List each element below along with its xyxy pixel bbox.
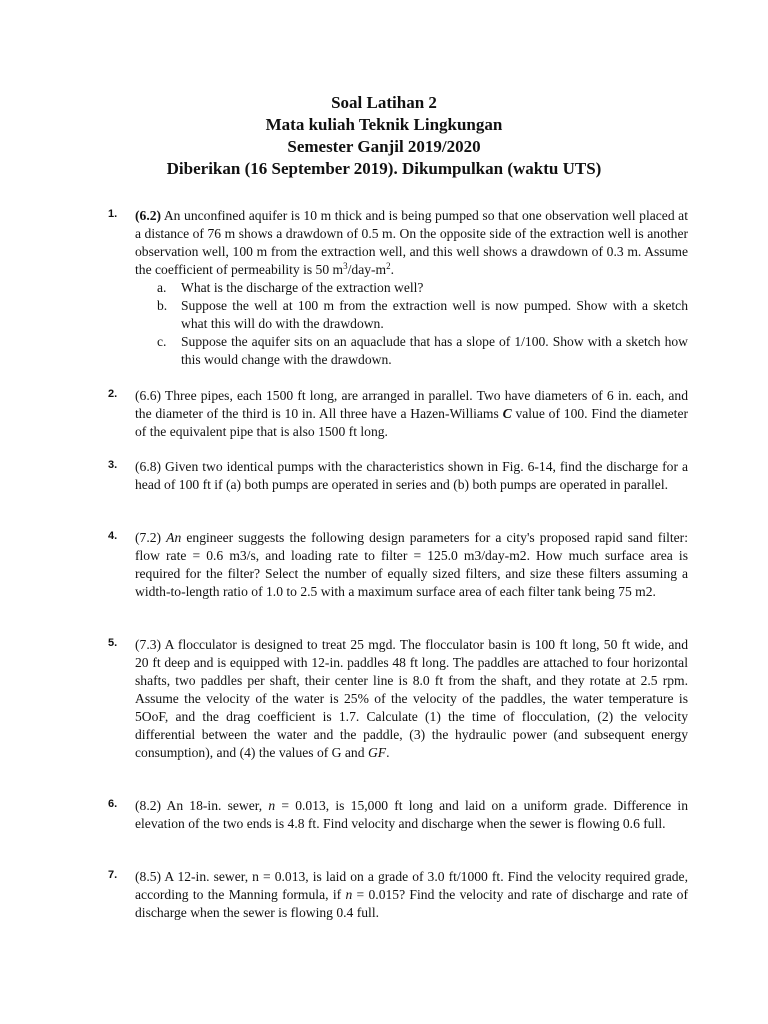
question-6 xyxy=(108,797,688,833)
question-text: (6.2) An unconfined aquifer is 10 m thick and is being pumped so that one observation well placed at a distance of 76 m shows a drawdown of 0.5 m. On the opposite side of the extraction well is another observation well, 100 m from the extraction well, and this well shows a drawdown of 0.3 m. Assume the coefficient of permeability is 50 $m^3/day-m^2$. a. What is the discharge of the extraction well? b. Suppose the well at 100 m from the extraction well is now pumped. Show with a sketch what this will do with the drawdown. c. Suppose the aquifer sits on an aquaclude that has a slope of 1/100. Show with a sketch how this would change with the drawdown. xyxy=(135,208,688,367)
header-dates: Diberikan (16 September 2019). Dikumpulkan (waktu UTS) xyxy=(166,159,602,178)
sub-question-list xyxy=(135,279,688,369)
question-number: 3. xyxy=(108,459,118,471)
sub-question-a: a. What is the discharge of the extraction well? xyxy=(157,280,424,295)
sub-question-b: b. Suppose the well at 100 m from the extraction well is now pumped. Show with a sketch what this will do with the drawdown. xyxy=(157,298,688,331)
question-ref: (6.2) xyxy=(135,208,162,223)
question-number: 1. xyxy=(108,208,118,220)
variable-c: C xyxy=(502,406,512,421)
question-number: 5. xyxy=(108,637,118,649)
question-1 xyxy=(108,207,688,369)
variable-n: n xyxy=(345,887,353,902)
question-7 xyxy=(108,868,688,922)
question-2 xyxy=(108,387,688,441)
header-semester: Semester Ganjil 2019/2020 xyxy=(287,137,481,156)
question-4 xyxy=(108,529,688,601)
question-number: 4. xyxy=(108,530,118,542)
question-text: (7.3) A flocculator is designed to treat 25 mgd. The flocculator basin is 100 ft long, 50 ft wide, and 20 ft deep and is equipped with 12-in. paddles 48 ft long. The paddles are attached to four horizontal shafts, two paddles per shaft, their center line is 8.0 ft from the shaft, and they rotate at 2.5 rpm. Assume the velocity of the water is 25% of the velocity of the paddles, the water temperature is 5OoF, and the drag coefficient is 1.7. Calculate (1) the time of flocculation, (2) the velocity differential between the water and the paddle, (3) the hydraulic power (and subsequent energy consumption), and (4) the values of G and GF. xyxy=(135,637,688,760)
question-text: (8.5) A 12-in. sewer, n = 0.013, is laid on a grade of 3.0 ft/1000 ft. Find the velocity required grade, according to the Manning formula, if n = 0.015? Find the velocity and rate of discharge and rate of discharge when the sewer is flowing 0.4 full. xyxy=(135,869,688,920)
variable-n: n xyxy=(268,798,276,813)
header-title: Soal Latihan 2 xyxy=(331,93,437,112)
variable-gf: GF xyxy=(367,745,387,760)
question-text: (7.2) An engineer suggests the following design parameters for a city's proposed rapid sand filter: flow rate = 0.6 m3/s, and loading rate to filter = 125.0 m3/day-m2. How much surface area is required for the filter? Select the number of equally sized filters, and size these filters assuming a width-to-length ratio of 1.0 to 2.5 with a maximum surface area of each filter tank being 75 m2. xyxy=(135,530,688,599)
question-5 xyxy=(108,636,688,762)
sub-question-c: c. Suppose the aquifer sits on an aquaclude that has a slope of 1/100. Show with a sketch how this would change with the drawdown. xyxy=(157,334,688,367)
question-text: (6.8) Given two identical pumps with the characteristics shown in Fig. 6-14, find the discharge for a head of 100 ft if (a) both pumps are operated in series and (b) both pumps are operated in parallel. xyxy=(135,459,688,492)
question-text: (8.2) An 18-in. sewer, n = 0.013, is 15,000 ft long and laid on a uniform grade. Difference in elevation of the two ends is 4.8 ft. Find velocity and discharge when the sewer is flowing 0.6 full. xyxy=(135,798,688,831)
question-number: 6. xyxy=(108,798,118,810)
question-number: 7. xyxy=(108,869,118,881)
document-header xyxy=(0,92,768,180)
question-text: (6.6) Three pipes, each 1500 ft long, are arranged in parallel. Two have diameters of 6 in. each, and the diameter of the third is 10 in. All three have a Hazen-Williams C value of 100. Find the diameter of the equivalent pipe that is also 1500 ft long. xyxy=(135,388,689,439)
question-3 xyxy=(108,458,688,494)
header-course: Mata kuliah Teknik Lingkungan xyxy=(265,115,503,134)
question-number: 2. xyxy=(108,388,118,400)
